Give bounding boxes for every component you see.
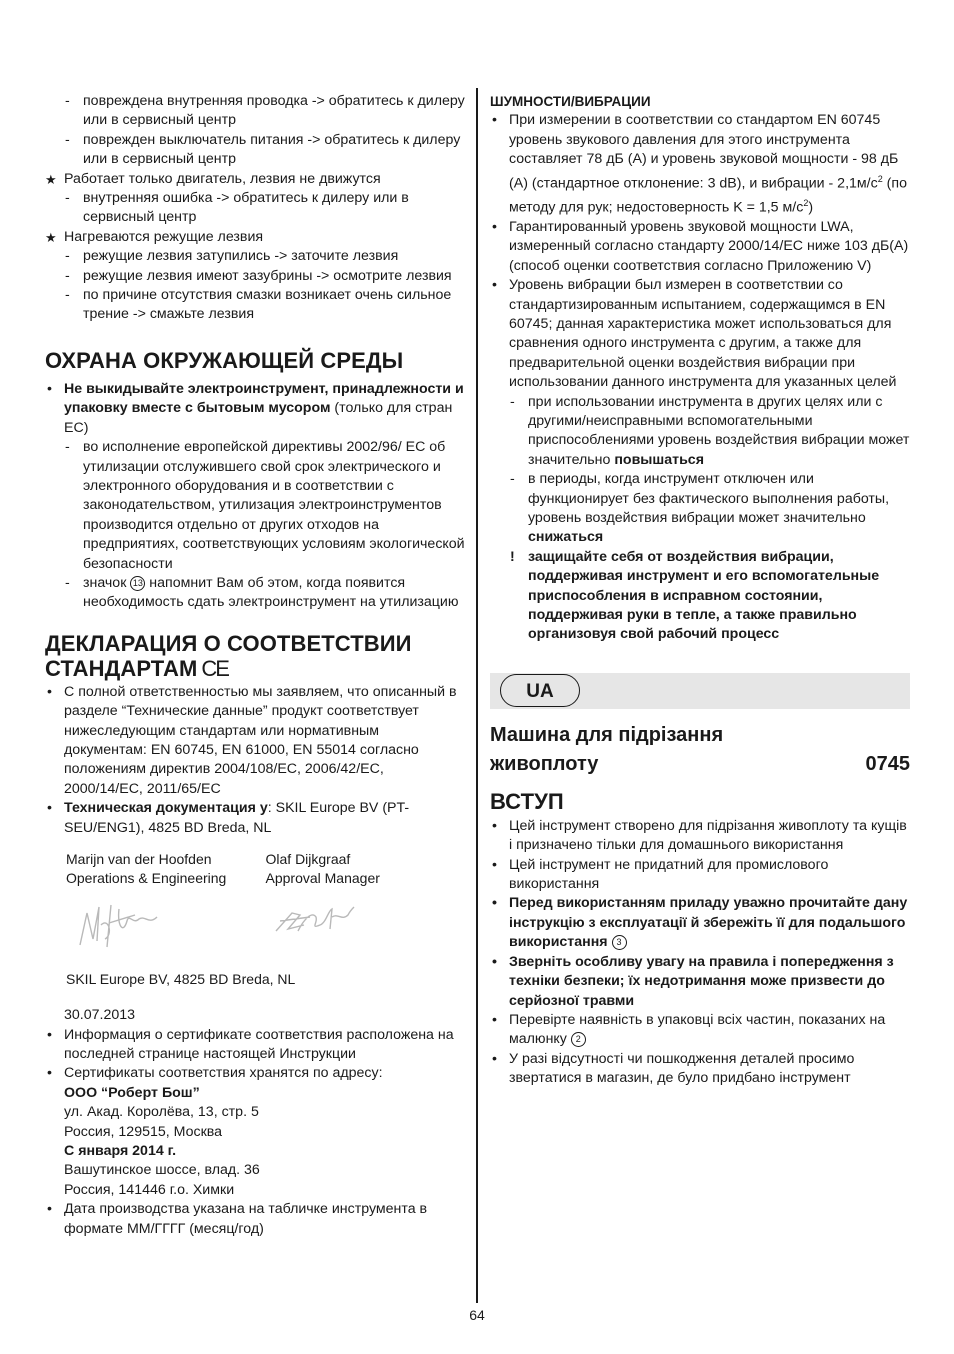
noise-heading: ШУМНОСТИ/ВИБРАЦИИ <box>490 94 651 109</box>
address-line: С января 2014 г. <box>64 1143 177 1160</box>
signature-2 <box>270 895 465 967</box>
environment-bullet <box>45 380 465 438</box>
environment-heading: ОХРАНА ОКРУЖАЮЩЕЙ СРЕДЫ <box>45 347 404 373</box>
noise-bullet: • Уровень вибрации был измерен в соответствии со стандартизированным испытанием, содержащимся в EN 60745; данная характеристика может использоваться для сравнения одного инструмента с другим, а также для предварительной оценки воздействия вибрации при использовании данного инструмента для указанных целей <box>490 276 910 392</box>
intro-text: Перевірте наявність в упаковці всіх частин, показаних на малюнку <box>509 1011 886 1048</box>
address-line: Вашутинское шоссе, влад. 36 <box>64 1162 260 1179</box>
figure-ref-3: 3 <box>612 935 627 950</box>
environment-item: - во исполнение европейской директивы 2002/96/ ЕС об утилизации отслужившего свой срок электрического и электронного оборудования и в соответствии с законодательством, утилизация электроинструментов производится отдельно от других отходов на предприятиях, соответствующих условиям экологической безопасности <box>45 438 465 574</box>
vibration-item <box>490 393 910 471</box>
declaration-date: 30.07.2013 <box>64 1007 136 1024</box>
intro-bullet: • У разі відсутності чи пошкодження деталей просимо звертатися в магазин, де було придбано інструмент <box>490 1050 910 1089</box>
trouble-symptom: ★ Нагреваются режущие лезвия <box>45 228 465 247</box>
signatory-name: Marijn van der Hoofden <box>66 851 212 867</box>
company-address: SKIL Europe BV, 4825 BD Breda, NL <box>66 970 296 987</box>
signatories <box>45 850 465 889</box>
language-bar <box>490 673 910 709</box>
figure-ref-13: 13 <box>130 576 145 591</box>
declaration-bullet-bold: Техническая документация у <box>64 800 268 817</box>
noise-bullet: • Гарантированный уровень звуковой мощности LWA, измеренный согласно стандарту 2000/14/ЕС ниже 103 дБ(А) (способ оценки соответствия согласно Приложению V) <box>490 218 910 276</box>
vibration-text-bold: повышаться <box>614 451 704 468</box>
certificate-storage: • Сертификаты соответствия хранятся по адресу: <box>45 1064 465 1083</box>
vibration-item <box>490 470 910 548</box>
signature-1 <box>75 895 270 967</box>
trouble-item: - по причине отсутствия смазки возникает очень сильное трение -> смажьте лезвия <box>45 286 465 325</box>
address-line: Россия, 129515, Москва <box>64 1123 223 1140</box>
ce-mark: CE <box>201 655 228 681</box>
environment-item <box>45 574 465 613</box>
signature-1-drawing <box>75 895 165 955</box>
product-title-row <box>490 750 910 779</box>
intro-bullet: • Цей інструмент не придатний для промислового використання <box>490 856 910 895</box>
trouble-item: - режущие лезвия затупились -> заточите лезвия <box>45 247 465 266</box>
product-title: Машина для підрізання <box>490 723 724 746</box>
language-badge: UA <box>500 674 580 707</box>
environment-item-text: напомнит Вам об этом, когда появится необходимость сдать электроинструмент на утилизацию <box>83 574 459 611</box>
vibration-text: в периоды, когда инструмент отключен или функционирует без фактического выполнения работы, уровень воздействия вибрации может значительно <box>528 471 890 526</box>
intro-bullet: • Цей інструмент створено для підрізання живоплоту та кущів і призначено тільки для домашнього використання <box>490 817 910 856</box>
signatory-role: Approval Manager <box>265 870 380 887</box>
intro-bullet <box>490 894 910 952</box>
vibration-text-bold: снижаться <box>528 529 604 546</box>
production-date-info: • Дата производства указана на табличке инструмента в формате ММ/ГГГГ (месяц/год) <box>45 1200 465 1239</box>
noise-text: При измерении в соответствии со стандартом EN 60745 уровень звукового давления для этого инструмента составляет 78 дБ (A) и уровень звуковой мощности - 98 дБ (A) (стандартное отклонение: 3 dB), и вибрации - 2,1м/с <box>509 112 899 192</box>
address-line: ООО “Роберт Бош” <box>64 1084 200 1101</box>
column-divider <box>476 88 478 1303</box>
signature-2-drawing <box>270 895 360 945</box>
signature-images <box>45 895 465 967</box>
declaration-bullet-rest: : SKIL Europe BV (PT-SEU/ENG1), 4825 BD Breda, NL <box>64 800 410 836</box>
signatory-role: Operations & Engineering <box>66 870 227 887</box>
vibration-text: при использовании инструмента в других целях или с другими/неисправными вспомогательными приспособлениями уровень воздействия вибрации может значительно <box>528 393 910 468</box>
trouble-item: - повреждена внутренняя проводка -> обратитесь к дилеру или в сервисный центр <box>45 92 465 131</box>
trouble-item: - режущие лезвия имеют зазубрины -> осмотрите лезвия <box>45 267 465 286</box>
environment-bullet-bold: Не выкидывайте электроинструмент, принадлежности и упаковку вместе с бытовым мусором <box>64 380 464 417</box>
intro-bullet <box>490 1011 910 1050</box>
trouble-item: - внутренняя ошибка -> обратитесь к дилеру или в сервисный центр <box>45 189 465 228</box>
trouble-item: - поврежден выключатель питания -> обратитесь к дилеру или в сервисный центр <box>45 131 465 170</box>
figure-ref-2: 2 <box>571 1032 586 1047</box>
intro-text: Перед використанням приладу уважно прочитайте дану інструкцію з експлуатації й збережіть її для подальшого використання <box>509 895 908 951</box>
signatory-2 <box>266 850 466 889</box>
declaration-heading-line2: СТАНДАРТАМ <box>45 655 198 681</box>
superscript: 2 <box>877 173 883 184</box>
address-line: ул. Акад. Королёва, 13, стр. 5 <box>64 1104 259 1121</box>
environment-bullet-rest: (только для стран ЕС) <box>64 400 453 436</box>
declaration-bullet <box>45 799 465 838</box>
certificate-info: • Информация о сертификате соответствия расположена на последней странице настоящей Инструкции <box>45 1026 465 1065</box>
right-column <box>490 92 910 1089</box>
declaration-heading <box>45 631 465 681</box>
environment-item-text: значок <box>83 574 131 591</box>
page-number: 64 <box>469 1307 485 1323</box>
product-code: 0745 <box>865 752 910 775</box>
signatory-1 <box>66 850 266 889</box>
superscript: 2 <box>803 197 809 208</box>
left-column <box>45 92 465 1239</box>
product-title-line2: живоплоту <box>490 752 599 775</box>
signatory-name: Olaf Dijkgraaf <box>265 851 351 867</box>
noise-text: (по методу для рук; недостоверность K = 1,5 м/с <box>509 175 907 216</box>
vibration-warning: ! защищайте себя от воздействия вибрации, поддерживая инструмент и его вспомогательные приспособления в исправном состоянии, поддерживая руки в тепле, а также правильно организовуя свой рабочий процесс <box>490 548 910 645</box>
noise-text: ) <box>808 199 814 216</box>
trouble-symptom: ★ Работает только двигатель, лезвия не движутся <box>45 170 465 189</box>
declaration-heading-line1: ДЕКЛАРАЦИЯ О СООТВЕТСТВИИ <box>45 630 412 656</box>
intro-bullet: • Зверніть особливу увагу на правила і попередження з техніки безпеки; їх недотримання може призвести до серйозної травми <box>490 953 910 1011</box>
noise-bullet <box>490 111 910 218</box>
address-line: Россия, 141446 г.о. Химки <box>64 1181 235 1198</box>
intro-heading: ВСТУП <box>490 788 564 814</box>
declaration-bullet: • С полной ответственностью мы заявляем, что описанный в разделе “Технические данные” продукт соответствует нижеследующим стандартам или нормативным документам: EN 60745, EN 61000, EN 55014 согласно положениям директив 2004/108/EC, 2006/42/EC, 2000/14/EC, 2011/65/EC <box>45 683 465 799</box>
